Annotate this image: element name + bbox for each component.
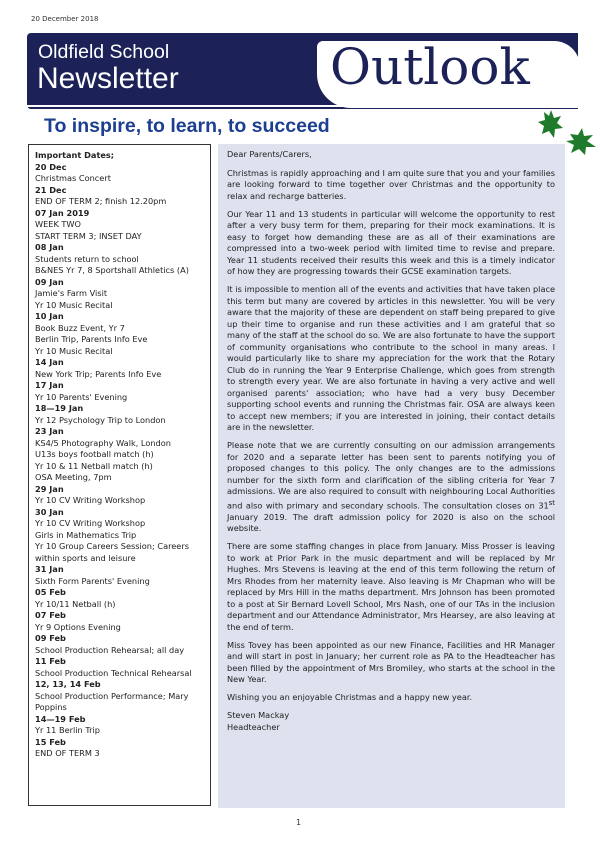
important-dates-panel xyxy=(28,144,211,806)
date-event: START TERM 3; INSET DAY xyxy=(35,230,142,241)
date-heading: 18—19 Jan xyxy=(35,403,84,413)
date-event: Yr 10 Group Careers Session; Careers within sports and leisure xyxy=(35,541,189,563)
date-event: U13s boys football match (h) xyxy=(35,449,154,459)
date-event: Yr 10 Music Recital xyxy=(35,345,113,356)
date-event: Yr 11 Berlin Trip xyxy=(35,725,100,735)
date-heading: 20 Dec xyxy=(35,161,67,172)
date-heading: 14 Jan xyxy=(35,357,64,367)
date-heading: 15 Feb xyxy=(35,736,66,747)
date-heading: 12, 13, 14 Feb xyxy=(35,679,101,689)
headteacher-letter xyxy=(218,144,565,808)
date-heading: 14—19 Feb xyxy=(35,713,86,724)
date-event: B&NES Yr 7, 8 Sportshall Athletics (A) xyxy=(35,265,189,275)
staffing-paragraph: There are some staffing changes in place from January. Miss Prosser is leaving to work at Prior Park in the music department and will be replaced by Mr Hughes. Mrs Stevens is leaving at the end of this term following the return of Mrs Rhodes from her maternity leave. Also leaving is Mr Chapman who will be replaced by Mrs Hill in the maths department. Mrs Johnson has been promoted to a post at Sir Bernard Lovell School, Mrs Nash, one of our TAs in the inclusion department and our Attendance Administrator, Mrs Hearsey, are also leaving at the end of term. xyxy=(227,541,555,632)
signature-title: Headteacher xyxy=(227,721,280,732)
masthead-banner xyxy=(27,33,578,109)
banner-rule xyxy=(27,105,578,107)
admissions-text-end: January 2019. The draft admission policy for 2020 is also on the school website. xyxy=(227,511,555,534)
date-event: END OF TERM 3 xyxy=(35,748,100,758)
letter-paragraph: Christmas is rapidly approaching and I am quite sure that you and your families are looking forward to time together over Christmas and the opportunity to relax and recharge batteries. xyxy=(227,167,555,201)
date-event: Students return to school xyxy=(35,253,139,264)
admissions-paragraph xyxy=(227,440,555,535)
date-event: New York Trip; Parents Info Eve xyxy=(35,368,162,379)
date-event: School Production Technical Rehearsal xyxy=(35,667,192,678)
appointment-paragraph: Miss Tovey has been appointed as our new Finance, Facilities and HR Manager and will start in post in January; her current role as PA to the Headteacher has been filled by the appointment of Mrs Bromiley, who starts at the school in the New Year. xyxy=(227,639,555,685)
date-event: Christmas Concert xyxy=(35,173,111,183)
date-event: Yr 9 Options Evening xyxy=(35,621,121,632)
date-heading: 05 Feb xyxy=(35,587,66,597)
dates-list xyxy=(35,162,210,760)
newsletter-word: Newsletter xyxy=(37,62,179,95)
date-event: Sixth Form Parents' Evening xyxy=(35,575,150,586)
date-heading: 21 Dec xyxy=(35,184,67,195)
date-event: Yr 10 CV Writing Workshop xyxy=(35,495,146,505)
date-event: Yr 10 CV Writing Workshop xyxy=(35,518,146,528)
date-heading: 07 Feb xyxy=(35,610,66,620)
date-heading: 23 Jan xyxy=(35,426,64,436)
letter-paragraph: It is impossible to mention all of the events and activities that have taken place this term but many are covered by articles in this newsletter. You will be very aware that the majority of these are dependent on staff being prepared to give up their time to organise and run these activities and I am grateful that so many of the staff at the school do so. We are also fortunate to have the support of community organisations who contribute to the school in many areas. I would particularly like to share my appreciation for the work that the Rotary Club do in running the Year 9 Enterprise Challenge, which goes from strength to strength every year. We are also fortunate in having a very active and well organised parents' association; who have had a very busy December supporting school events and running the Christmas fair. OSA are always keen to accept new members; if you are interested in joining, their contact details are in the newsletter. xyxy=(227,284,555,432)
letter-salutation: Dear Parents/Carers, xyxy=(227,149,312,159)
date-event: School Production Rehearsal; all day xyxy=(35,644,185,655)
admissions-text: Please note that we are currently consulting on our admission arrangements for 2020 and a separate letter has been sent to parents notifying you of proposed changes to this policy. The only changes are to the admissions number for the sixth form and clarification of the sibling criteria for Year 7 admissions. We are also required to consult with neighbouring Local Authorities and also with primary and secondary schools. The consultation closes on 31 xyxy=(227,440,555,511)
date-event: Yr 10 & 11 Netball match (h) xyxy=(35,460,153,471)
school-name: Oldfield School xyxy=(38,41,170,63)
date-heading: 17 Jan xyxy=(35,380,64,390)
date-heading: 10 Jan xyxy=(35,311,64,321)
date-event: School Production Performance; Mary Poppins xyxy=(35,690,189,712)
date-event: Yr 10 Parents' Evening xyxy=(35,391,128,402)
date-event: Berlin Trip, Parents Info Eve xyxy=(35,334,148,344)
date-event: Yr 12 Psychology Trip to London xyxy=(35,414,166,425)
date-event: Jamie's Farm Visit xyxy=(35,288,108,298)
holly-leaf-icon xyxy=(538,110,563,138)
letter-paragraph: Our Year 11 and 13 students in particular will welcome the opportunity to rest after a very busy term for them, preparing for their mock examinations. It is easy to forget how demanding these are as all of their examinations are compressed into a two-week period with limited time to revise and prepare. Year 11 students received their results this week and this is a timely indicator of how they are progressing towards their GCSE examination targets. xyxy=(227,208,555,276)
outlook-title: Outlook xyxy=(330,38,530,96)
important-dates-title: Important Dates; xyxy=(35,150,115,160)
date-heading: 08 Jan xyxy=(35,242,64,252)
date-event: KS4/5 Photography Walk, London xyxy=(35,437,171,448)
date-event: OSA Meeting, 7pm xyxy=(35,472,112,482)
date-event: Book Buzz Event, Yr 7 xyxy=(35,322,125,333)
school-motto: To inspire, to learn, to succeed xyxy=(44,115,330,137)
date-heading: 09 Feb xyxy=(35,633,66,643)
issue-date: 20 December 2018 xyxy=(31,15,99,23)
date-event: WEEK TWO xyxy=(35,219,81,229)
date-heading: 11 Feb xyxy=(35,656,66,666)
date-heading: 29 Jan xyxy=(35,483,64,494)
date-heading: 07 Jan 2019 xyxy=(35,207,90,218)
date-heading: 09 Jan xyxy=(35,276,64,287)
date-heading: 30 Jan xyxy=(35,506,64,517)
admissions-ordinal: st xyxy=(548,498,555,507)
page-number: 1 xyxy=(296,818,302,827)
closing-line: Wishing you an enjoyable Christmas and a happy new year. xyxy=(227,692,473,703)
date-event: END OF TERM 2; finish 12.20pm xyxy=(35,196,167,206)
signature-name: Steven Mackay xyxy=(227,710,290,721)
date-heading: 31 Jan xyxy=(35,564,64,574)
date-event: Yr 10/11 Netball (h) xyxy=(35,598,116,609)
date-event: Girls in Mathematics Trip xyxy=(35,529,137,540)
date-event: Yr 10 Music Recital xyxy=(35,299,113,310)
holly-leaf-icon xyxy=(566,128,596,155)
